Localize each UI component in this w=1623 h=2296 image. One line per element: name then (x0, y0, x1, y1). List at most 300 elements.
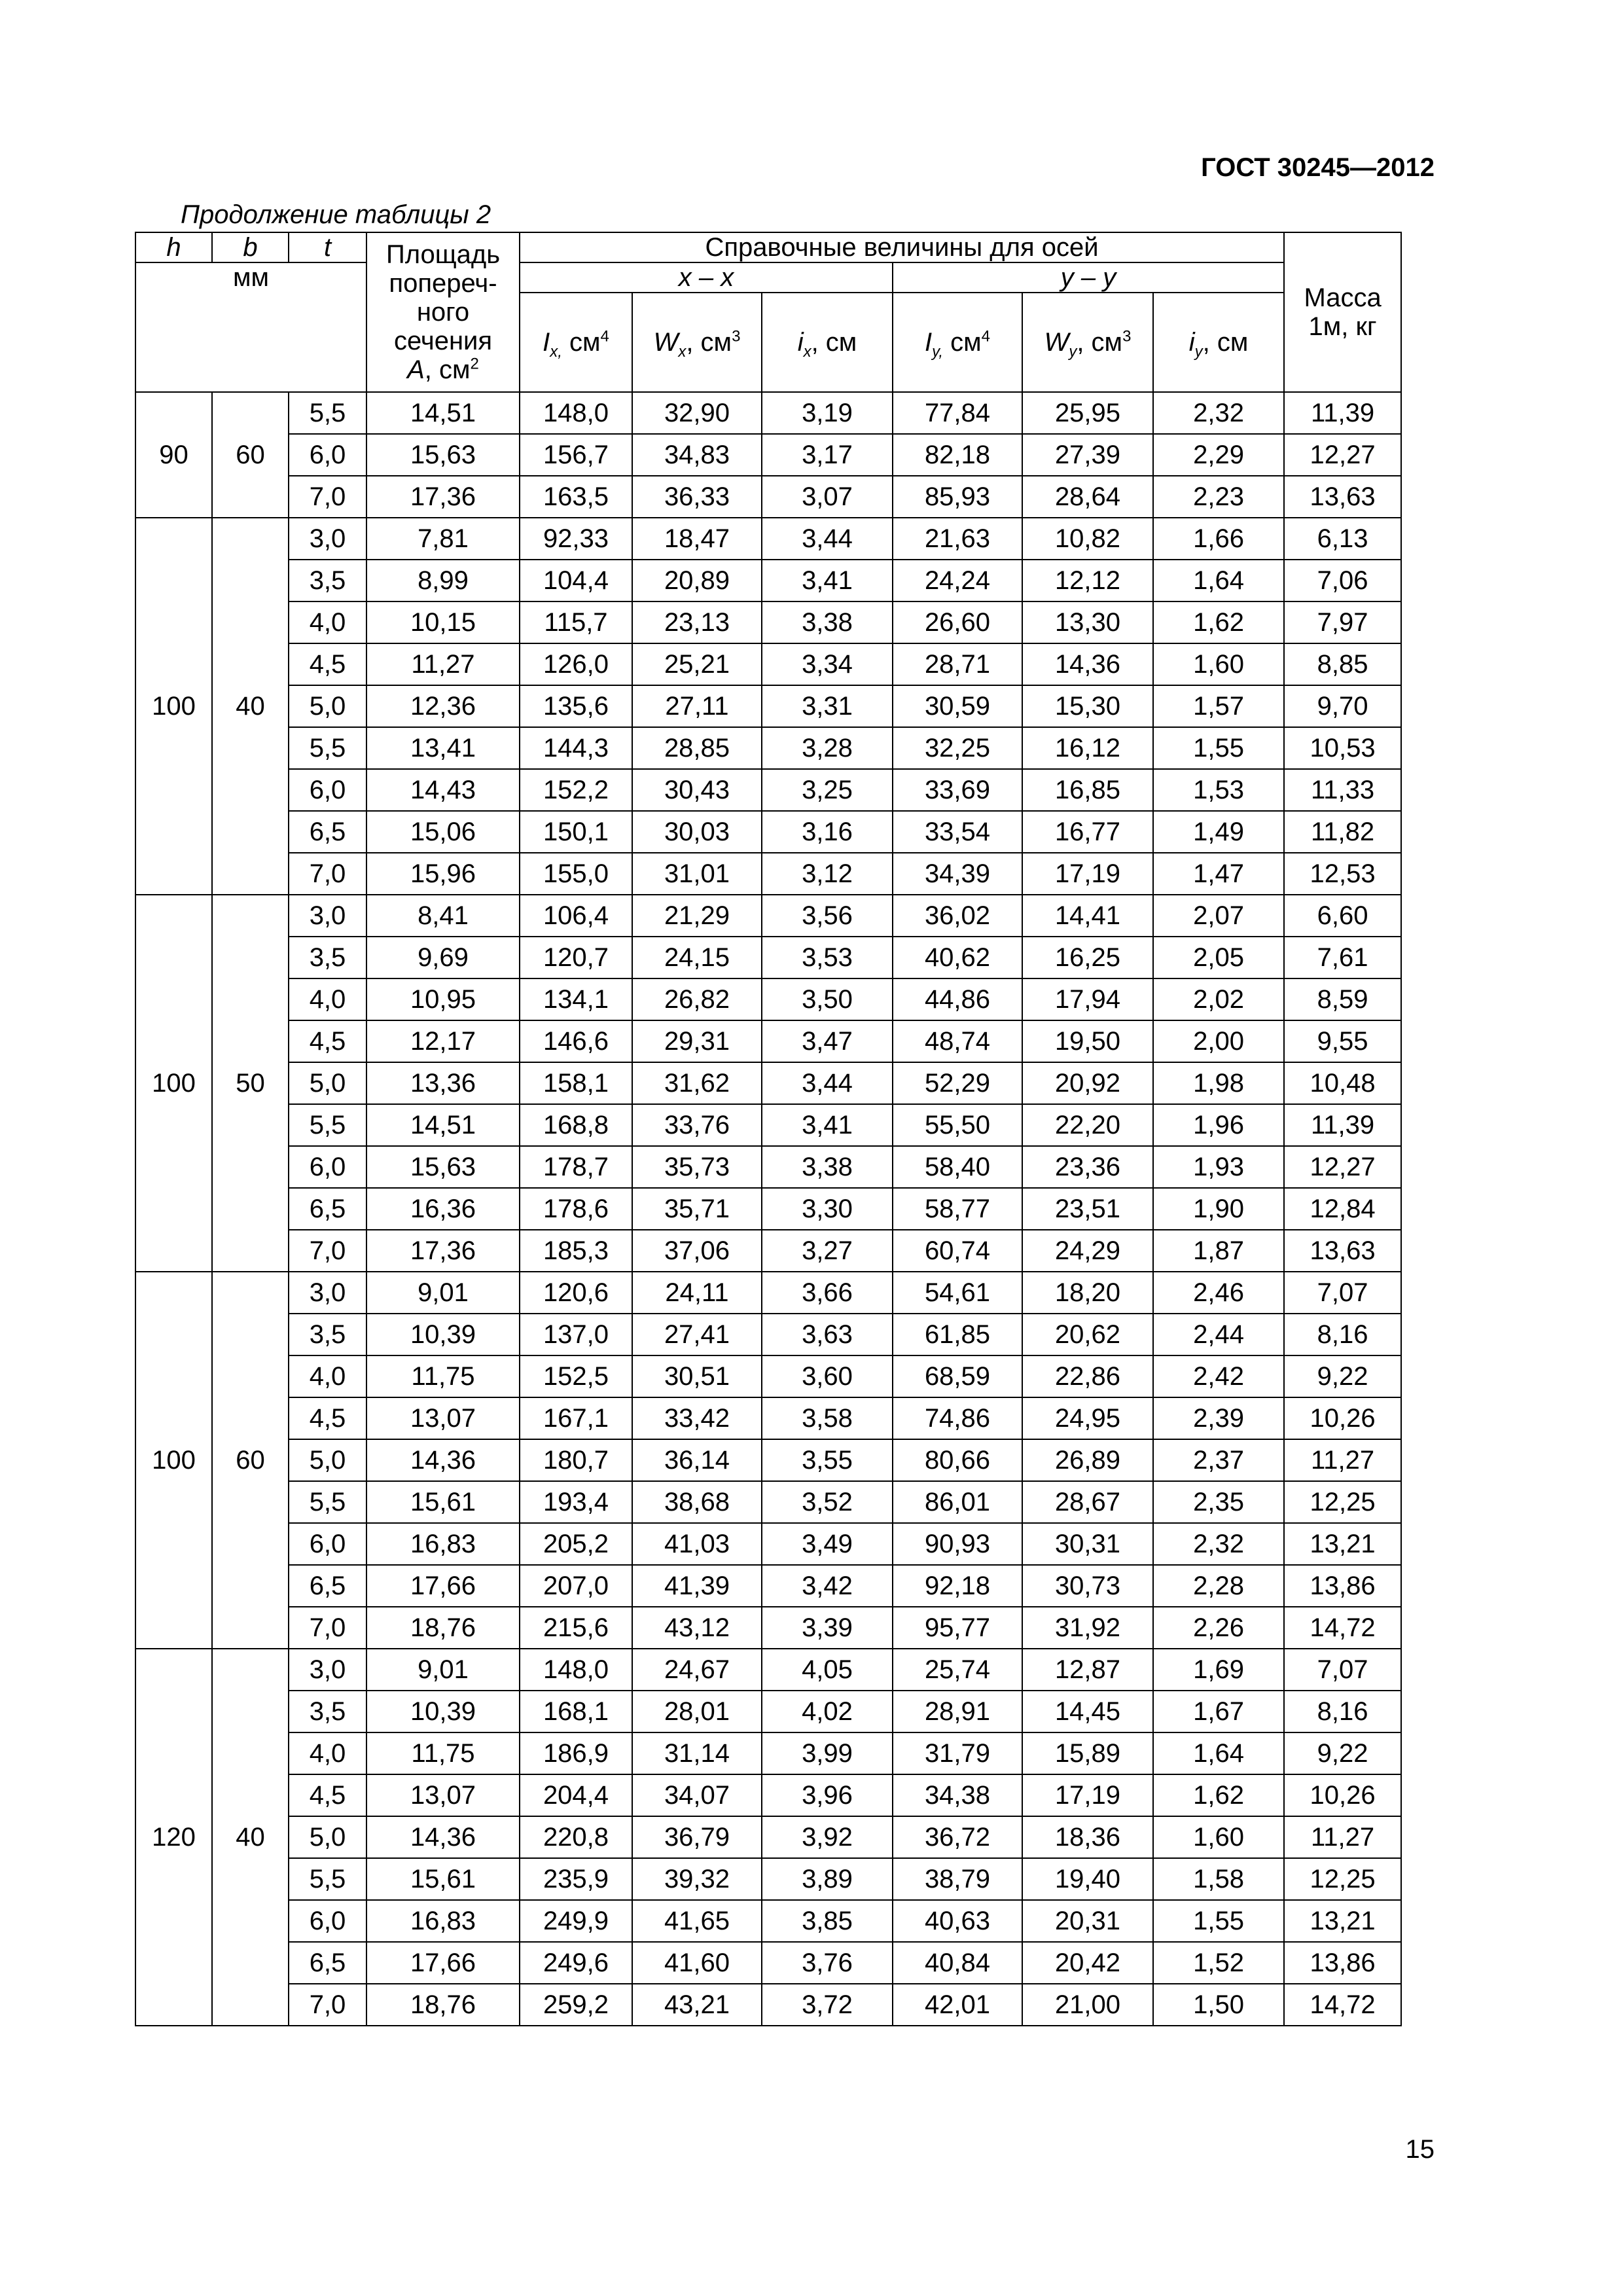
table-row (135, 643, 1401, 685)
cell-area: 15,61 (366, 1858, 520, 1900)
cell-mass: 12,27 (1284, 434, 1401, 476)
cell-iy: 92,18 (893, 1565, 1022, 1607)
cell-wy: 28,67 (1022, 1481, 1153, 1523)
table-row (135, 1397, 1401, 1439)
cell-mass: 10,48 (1284, 1062, 1401, 1104)
cell-rx: 3,38 (762, 1146, 893, 1188)
cell-area: 14,51 (366, 392, 520, 434)
cell-wx: 28,01 (632, 1691, 762, 1732)
cell-rx: 3,41 (762, 560, 893, 601)
cell-mass: 12,84 (1284, 1188, 1401, 1230)
cell-iy: 21,63 (893, 518, 1022, 560)
cell-t: 6,0 (289, 1146, 366, 1188)
cell-t: 4,5 (289, 1774, 366, 1816)
cell-ry: 1,55 (1153, 1900, 1284, 1942)
cell-t: 5,5 (289, 392, 366, 434)
cell-t: 7,0 (289, 853, 366, 895)
axis-x-header: x – x (520, 262, 893, 293)
cell-mass: 11,27 (1284, 1439, 1401, 1481)
col-h-header: h (135, 232, 212, 262)
cell-wx: 20,89 (632, 560, 762, 601)
cell-iy: 52,29 (893, 1062, 1022, 1104)
cell-ix: 152,2 (520, 769, 632, 811)
table-row (135, 937, 1401, 978)
cell-iy: 40,63 (893, 1900, 1022, 1942)
cell-t: 6,5 (289, 811, 366, 853)
cell-iy: 55,50 (893, 1104, 1022, 1146)
document-id: ГОСТ 30245—2012 (1201, 153, 1435, 182)
cell-iy: 24,24 (893, 560, 1022, 601)
cell-rx: 3,60 (762, 1355, 893, 1397)
cell-rx: 3,25 (762, 769, 893, 811)
cell-ix: 235,9 (520, 1858, 632, 1900)
cell-ix: 220,8 (520, 1816, 632, 1858)
cell-t: 4,0 (289, 1732, 366, 1774)
cell-wy: 26,89 (1022, 1439, 1153, 1481)
cell-rx: 3,49 (762, 1523, 893, 1565)
cell-wx: 23,13 (632, 601, 762, 643)
cell-wx: 26,82 (632, 978, 762, 1020)
cell-wx: 34,07 (632, 1774, 762, 1816)
cell-iy: 30,59 (893, 685, 1022, 727)
cell-wx: 30,03 (632, 811, 762, 853)
cell-wx: 41,65 (632, 1900, 762, 1942)
cell-ix: 148,0 (520, 392, 632, 434)
cell-ix: 92,33 (520, 518, 632, 560)
cell-rx: 3,42 (762, 1565, 893, 1607)
cell-area: 15,61 (366, 1481, 520, 1523)
cell-wy: 12,87 (1022, 1649, 1153, 1691)
cell-h: 120 (135, 1649, 212, 2026)
cell-mass: 7,06 (1284, 560, 1401, 601)
cell-area: 16,83 (366, 1900, 520, 1942)
cell-ix: 204,4 (520, 1774, 632, 1816)
cell-ry: 1,66 (1153, 518, 1284, 560)
cell-wx: 27,11 (632, 685, 762, 727)
table-row (135, 1900, 1401, 1942)
cell-rx: 3,17 (762, 434, 893, 476)
cell-ix: 180,7 (520, 1439, 632, 1481)
cell-iy: 48,74 (893, 1020, 1022, 1062)
cell-wy: 16,25 (1022, 937, 1153, 978)
col-iy-header: $I_{y,}$ $см^4$ (893, 293, 1022, 392)
cell-rx: 3,47 (762, 1020, 893, 1062)
cell-ix: 148,0 (520, 1649, 632, 1691)
cell-ry: 1,60 (1153, 1816, 1284, 1858)
cell-ry: 2,46 (1153, 1272, 1284, 1314)
cell-rx: 3,27 (762, 1230, 893, 1272)
cell-mass: 9,22 (1284, 1355, 1401, 1397)
cell-area: 9,01 (366, 1649, 520, 1691)
cell-ry: 2,05 (1153, 937, 1284, 978)
table-row (135, 769, 1401, 811)
cell-t: 6,0 (289, 769, 366, 811)
cell-mass: 7,97 (1284, 601, 1401, 643)
col-wy-header: $W_y$, $см^3$ (1022, 293, 1153, 392)
cell-area: 14,51 (366, 1104, 520, 1146)
cell-area: 8,41 (366, 895, 520, 937)
cell-wy: 17,19 (1022, 853, 1153, 895)
cell-mass: 7,07 (1284, 1649, 1401, 1691)
cell-rx: 3,99 (762, 1732, 893, 1774)
cell-t: 7,0 (289, 1607, 366, 1649)
cell-iy: 90,93 (893, 1523, 1022, 1565)
table-row (135, 1816, 1401, 1858)
cell-mass: 8,16 (1284, 1314, 1401, 1355)
cell-iy: 26,60 (893, 601, 1022, 643)
cell-ix: 135,6 (520, 685, 632, 727)
cell-area: 12,36 (366, 685, 520, 727)
cell-area: 7,81 (366, 518, 520, 560)
cell-ix: 186,9 (520, 1732, 632, 1774)
cell-wx: 33,76 (632, 1104, 762, 1146)
cell-ry: 1,53 (1153, 769, 1284, 811)
cell-area: 15,63 (366, 434, 520, 476)
cell-ry: 1,49 (1153, 811, 1284, 853)
cell-t: 6,5 (289, 1188, 366, 1230)
cell-t: 4,5 (289, 643, 366, 685)
table-row (135, 1691, 1401, 1732)
cell-area: 13,07 (366, 1774, 520, 1816)
cell-wx: 21,29 (632, 895, 762, 937)
cell-mass: 10,26 (1284, 1774, 1401, 1816)
cell-area: 18,76 (366, 1607, 520, 1649)
cell-ry: 1,52 (1153, 1942, 1284, 1984)
cell-ry: 2,39 (1153, 1397, 1284, 1439)
cell-wy: 22,20 (1022, 1104, 1153, 1146)
cell-t: 3,5 (289, 1691, 366, 1732)
cell-iy: 42,01 (893, 1984, 1022, 2026)
cell-t: 5,5 (289, 1858, 366, 1900)
cell-wx: 36,33 (632, 476, 762, 518)
cell-rx: 3,31 (762, 685, 893, 727)
cell-t: 5,5 (289, 1481, 366, 1523)
cell-area: 14,36 (366, 1816, 520, 1858)
cell-area: 13,36 (366, 1062, 520, 1104)
cell-rx: 3,50 (762, 978, 893, 1020)
cell-mass: 8,16 (1284, 1691, 1401, 1732)
cell-iy: 28,71 (893, 643, 1022, 685)
cell-iy: 33,54 (893, 811, 1022, 853)
cell-wx: 30,43 (632, 769, 762, 811)
cell-rx: 3,52 (762, 1481, 893, 1523)
cell-t: 3,5 (289, 937, 366, 978)
cell-wy: 17,19 (1022, 1774, 1153, 1816)
cell-iy: 36,02 (893, 895, 1022, 937)
cell-wy: 31,92 (1022, 1607, 1153, 1649)
cell-iy: 38,79 (893, 1858, 1022, 1900)
cell-area: 17,36 (366, 1230, 520, 1272)
table-row (135, 1858, 1401, 1900)
cell-wy: 16,85 (1022, 769, 1153, 811)
cell-area: 9,01 (366, 1272, 520, 1314)
cell-wx: 41,60 (632, 1942, 762, 1984)
table-row (135, 1523, 1401, 1565)
cell-iy: 68,59 (893, 1355, 1022, 1397)
cell-wx: 34,83 (632, 434, 762, 476)
cell-wy: 20,92 (1022, 1062, 1153, 1104)
cell-area: 14,36 (366, 1439, 520, 1481)
cell-area: 10,15 (366, 601, 520, 643)
cell-rx: 3,76 (762, 1942, 893, 1984)
cell-iy: 85,93 (893, 476, 1022, 518)
cell-wx: 24,67 (632, 1649, 762, 1691)
cell-ix: 207,0 (520, 1565, 632, 1607)
cell-rx: 3,55 (762, 1439, 893, 1481)
cell-ix: 185,3 (520, 1230, 632, 1272)
cell-wx: 39,32 (632, 1858, 762, 1900)
cell-ix: 249,6 (520, 1942, 632, 1984)
cell-area: 13,41 (366, 727, 520, 769)
cell-iy: 86,01 (893, 1481, 1022, 1523)
cell-ry: 1,58 (1153, 1858, 1284, 1900)
cell-mass: 13,63 (1284, 1230, 1401, 1272)
cell-rx: 3,30 (762, 1188, 893, 1230)
cell-rx: 3,19 (762, 392, 893, 434)
reference-values-header: Справочные величины для осей (520, 232, 1284, 262)
cell-mass: 14,72 (1284, 1607, 1401, 1649)
cell-ix: 215,6 (520, 1607, 632, 1649)
table-row (135, 1104, 1401, 1146)
cell-t: 5,5 (289, 1104, 366, 1146)
cell-ry: 1,96 (1153, 1104, 1284, 1146)
cell-rx: 3,41 (762, 1104, 893, 1146)
cell-t: 6,5 (289, 1565, 366, 1607)
cell-ry: 1,60 (1153, 643, 1284, 685)
cell-ix: 137,0 (520, 1314, 632, 1355)
cell-wx: 24,11 (632, 1272, 762, 1314)
cell-t: 4,0 (289, 1355, 366, 1397)
col-b-header: b (212, 232, 289, 262)
cell-area: 17,66 (366, 1942, 520, 1984)
cell-wx: 31,01 (632, 853, 762, 895)
cell-area: 10,39 (366, 1691, 520, 1732)
cell-wy: 12,12 (1022, 560, 1153, 601)
cell-wy: 18,36 (1022, 1816, 1153, 1858)
cell-mass: 11,27 (1284, 1816, 1401, 1858)
cell-iy: 40,62 (893, 937, 1022, 978)
cell-ix: 168,1 (520, 1691, 632, 1732)
cell-wx: 18,47 (632, 518, 762, 560)
table-row (135, 1272, 1401, 1314)
cell-rx: 3,12 (762, 853, 893, 895)
cell-ix: 115,7 (520, 601, 632, 643)
cell-rx: 3,56 (762, 895, 893, 937)
table-row (135, 1355, 1401, 1397)
cell-iy: 61,85 (893, 1314, 1022, 1355)
profile-table (135, 232, 1402, 2026)
table-row (135, 1230, 1401, 1272)
cell-b: 50 (212, 895, 289, 1272)
cell-h: 100 (135, 1272, 212, 1649)
cell-wy: 14,41 (1022, 895, 1153, 937)
cell-area: 15,63 (366, 1146, 520, 1188)
cell-iy: 77,84 (893, 392, 1022, 434)
cell-area: 15,96 (366, 853, 520, 895)
cell-mass: 9,55 (1284, 1020, 1401, 1062)
table-row (135, 1188, 1401, 1230)
cell-area: 12,17 (366, 1020, 520, 1062)
cell-wy: 24,29 (1022, 1230, 1153, 1272)
cell-iy: 60,74 (893, 1230, 1022, 1272)
cell-mass: 12,25 (1284, 1858, 1401, 1900)
table-row (135, 1649, 1401, 1691)
cell-ix: 249,9 (520, 1900, 632, 1942)
table-row (135, 1774, 1401, 1816)
cell-h: 100 (135, 518, 212, 895)
cell-ry: 2,02 (1153, 978, 1284, 1020)
cell-area: 18,76 (366, 1984, 520, 2026)
cell-rx: 3,07 (762, 476, 893, 518)
cell-wy: 16,12 (1022, 727, 1153, 769)
cell-iy: 28,91 (893, 1691, 1022, 1732)
cell-ry: 1,69 (1153, 1649, 1284, 1691)
cell-iy: 25,74 (893, 1649, 1022, 1691)
cell-mass: 9,70 (1284, 685, 1401, 727)
col-rx-header: $i_x$, см (762, 293, 893, 392)
cell-t: 4,5 (289, 1020, 366, 1062)
cell-ry: 1,62 (1153, 601, 1284, 643)
col-area-header: Площадь попереч- ного сечения A, $см^2$ (366, 232, 520, 392)
cell-iy: 82,18 (893, 434, 1022, 476)
cell-iy: 33,69 (893, 769, 1022, 811)
col-ix-header: $I_{x,}$ $см^4$ (520, 293, 632, 392)
cell-wx: 41,39 (632, 1565, 762, 1607)
cell-mass: 10,26 (1284, 1397, 1401, 1439)
cell-area: 16,36 (366, 1188, 520, 1230)
cell-t: 5,0 (289, 1816, 366, 1858)
cell-mass: 11,39 (1284, 1104, 1401, 1146)
table-row (135, 1607, 1401, 1649)
cell-wy: 24,95 (1022, 1397, 1153, 1439)
cell-mass: 11,82 (1284, 811, 1401, 853)
cell-area: 14,43 (366, 769, 520, 811)
cell-wx: 35,73 (632, 1146, 762, 1188)
cell-ix: 144,3 (520, 727, 632, 769)
cell-mass: 13,21 (1284, 1523, 1401, 1565)
table-row (135, 1732, 1401, 1774)
cell-rx: 3,96 (762, 1774, 893, 1816)
cell-rx: 3,39 (762, 1607, 893, 1649)
cell-ry: 2,23 (1153, 476, 1284, 518)
cell-mass: 6,60 (1284, 895, 1401, 937)
cell-wy: 18,20 (1022, 1272, 1153, 1314)
cell-rx: 3,63 (762, 1314, 893, 1355)
cell-iy: 44,86 (893, 978, 1022, 1020)
table-row (135, 1062, 1401, 1104)
cell-t: 4,5 (289, 1397, 366, 1439)
cell-area: 8,99 (366, 560, 520, 601)
cell-wy: 27,39 (1022, 434, 1153, 476)
cell-wy: 20,31 (1022, 1900, 1153, 1942)
cell-wy: 25,95 (1022, 392, 1153, 434)
cell-ry: 1,67 (1153, 1691, 1284, 1732)
cell-rx: 3,34 (762, 643, 893, 685)
table-row (135, 685, 1401, 727)
cell-mass: 10,53 (1284, 727, 1401, 769)
page-number: 15 (1405, 2135, 1435, 2164)
cell-wy: 10,82 (1022, 518, 1153, 560)
cell-mass: 13,63 (1284, 476, 1401, 518)
cell-b: 60 (212, 392, 289, 518)
cell-wy: 14,36 (1022, 643, 1153, 685)
cell-wx: 28,85 (632, 727, 762, 769)
cell-mass: 12,27 (1284, 1146, 1401, 1188)
cell-rx: 3,66 (762, 1272, 893, 1314)
cell-ix: 168,8 (520, 1104, 632, 1146)
cell-mass: 6,13 (1284, 518, 1401, 560)
cell-t: 3,5 (289, 560, 366, 601)
cell-iy: 74,86 (893, 1397, 1022, 1439)
cell-wx: 43,21 (632, 1984, 762, 2026)
cell-wx: 27,41 (632, 1314, 762, 1355)
cell-ry: 1,57 (1153, 685, 1284, 727)
cell-mass: 7,07 (1284, 1272, 1401, 1314)
cell-wx: 41,03 (632, 1523, 762, 1565)
cell-wx: 31,62 (632, 1062, 762, 1104)
cell-iy: 34,39 (893, 853, 1022, 895)
cell-ix: 259,2 (520, 1984, 632, 2026)
cell-ry: 2,29 (1153, 434, 1284, 476)
cell-area: 10,95 (366, 978, 520, 1020)
cell-rx: 3,44 (762, 1062, 893, 1104)
cell-t: 4,0 (289, 978, 366, 1020)
cell-rx: 3,44 (762, 518, 893, 560)
cell-area: 15,06 (366, 811, 520, 853)
col-ry-header: $i_y$, см (1153, 293, 1284, 392)
cell-t: 5,5 (289, 727, 366, 769)
cell-ry: 1,50 (1153, 1984, 1284, 2026)
cell-rx: 4,05 (762, 1649, 893, 1691)
table-row (135, 1314, 1401, 1355)
cell-mass: 8,59 (1284, 978, 1401, 1020)
cell-ry: 1,90 (1153, 1188, 1284, 1230)
cell-ix: 134,1 (520, 978, 632, 1020)
table-row (135, 1439, 1401, 1481)
cell-ix: 120,6 (520, 1272, 632, 1314)
table-row (135, 978, 1401, 1020)
table-body (135, 392, 1401, 2026)
cell-ry: 1,55 (1153, 727, 1284, 769)
col-wx-header: $W_x$, $см^3$ (632, 293, 762, 392)
cell-ix: 106,4 (520, 895, 632, 937)
cell-ry: 2,35 (1153, 1481, 1284, 1523)
cell-area: 17,36 (366, 476, 520, 518)
cell-ix: 178,6 (520, 1188, 632, 1230)
cell-ry: 2,07 (1153, 895, 1284, 937)
cell-ry: 1,62 (1153, 1774, 1284, 1816)
cell-ix: 163,5 (520, 476, 632, 518)
cell-wx: 24,15 (632, 937, 762, 978)
unit-mm-header: мм (135, 262, 366, 392)
cell-t: 6,0 (289, 1523, 366, 1565)
table-row (135, 518, 1401, 560)
cell-iy: 80,66 (893, 1439, 1022, 1481)
cell-ry: 2,37 (1153, 1439, 1284, 1481)
table-row (135, 392, 1401, 434)
cell-b: 40 (212, 518, 289, 895)
table-row (135, 727, 1401, 769)
cell-t: 3,5 (289, 1314, 366, 1355)
cell-iy: 58,77 (893, 1188, 1022, 1230)
table-row (135, 1984, 1401, 2026)
cell-wy: 23,51 (1022, 1188, 1153, 1230)
table-row (135, 1020, 1401, 1062)
cell-iy: 36,72 (893, 1816, 1022, 1858)
cell-ry: 1,98 (1153, 1062, 1284, 1104)
table-row (135, 853, 1401, 895)
cell-t: 7,0 (289, 476, 366, 518)
